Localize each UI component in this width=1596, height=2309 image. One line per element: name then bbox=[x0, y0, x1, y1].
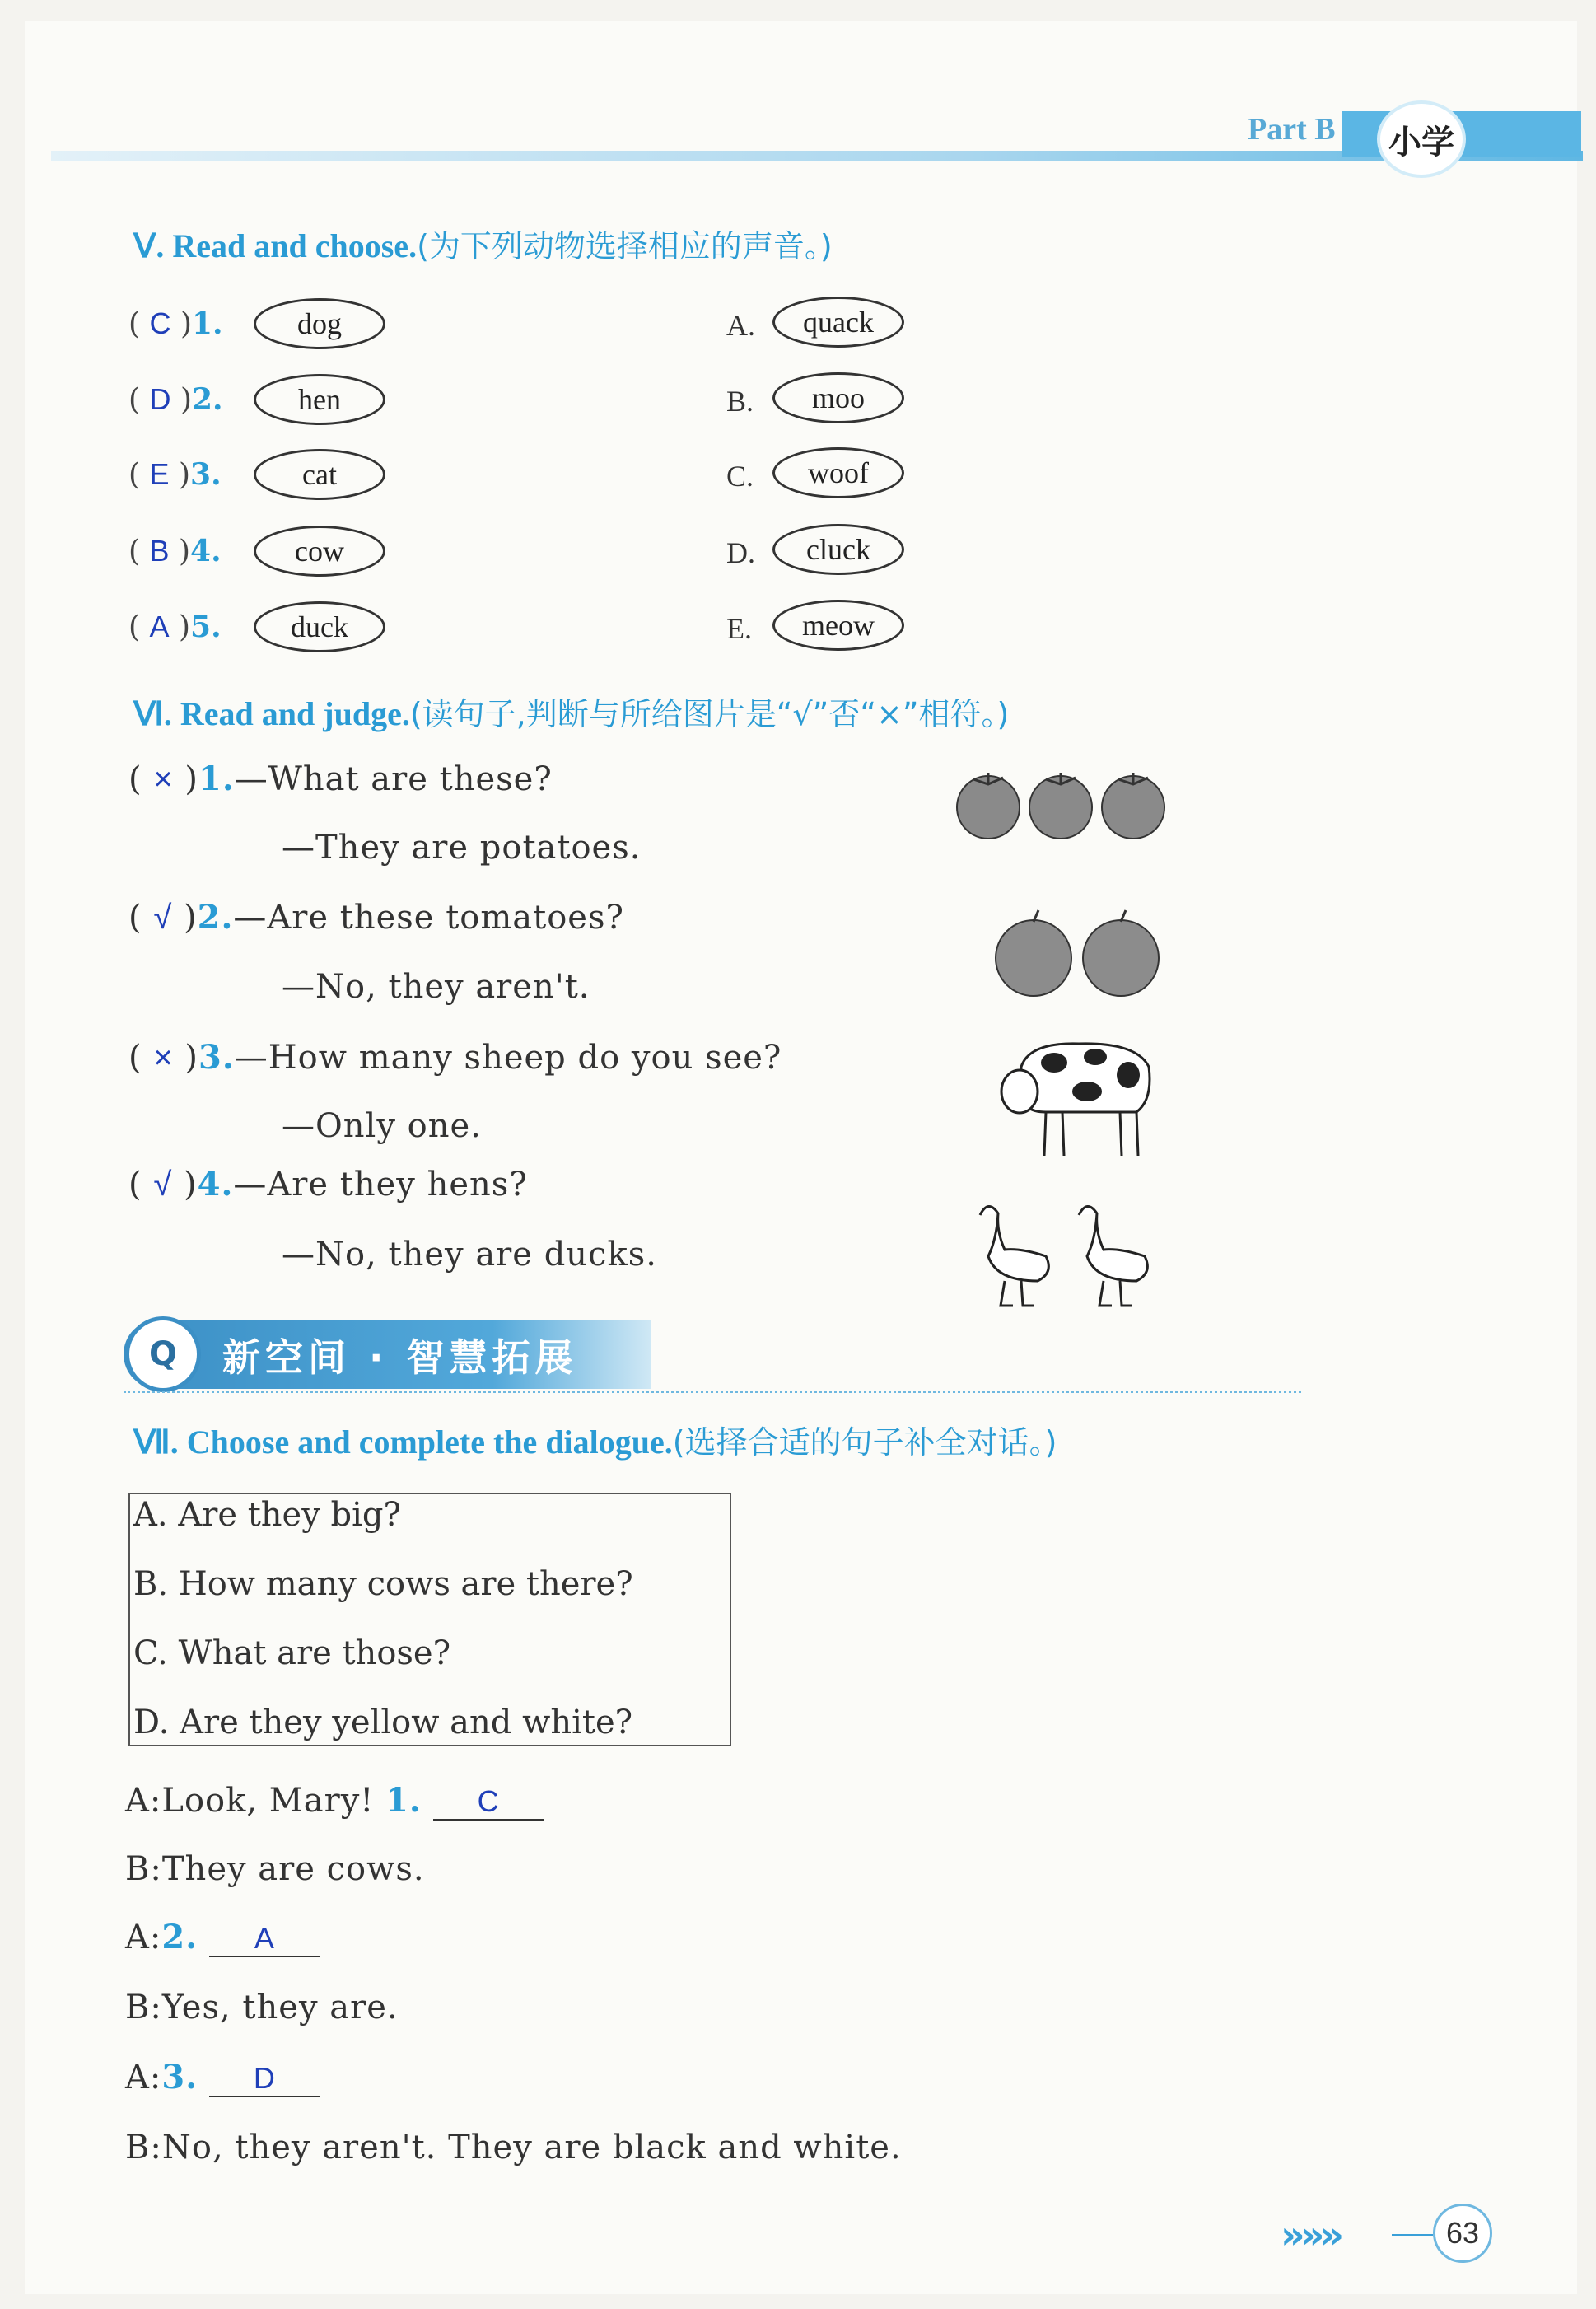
apples-icon bbox=[992, 910, 1165, 1001]
page-number: 63 bbox=[1433, 2204, 1492, 2263]
blank-2[interactable]: A bbox=[209, 1921, 320, 1957]
dotted-divider bbox=[124, 1391, 1301, 1393]
blank-3[interactable]: D bbox=[209, 2061, 320, 2097]
option-letter-e: E. bbox=[726, 612, 752, 645]
part-label: Part B bbox=[1248, 112, 1336, 147]
banner-title: 新空间 · 智慧拓展 bbox=[222, 1335, 578, 1380]
dialogue-line-3: A:2. A bbox=[125, 1918, 320, 1957]
answer-2: D bbox=[149, 382, 171, 416]
sound-oval-woof: woof bbox=[772, 447, 904, 498]
cow-icon bbox=[996, 1034, 1161, 1157]
s5-row-1: ( C )1. bbox=[128, 306, 223, 341]
s5-row-4: ( B )4. bbox=[128, 534, 222, 568]
option-letter-d: D. bbox=[726, 536, 755, 569]
option-letter-c: C. bbox=[726, 460, 754, 493]
s6-item-3-question: ( × )3.—How many sheep do you see? bbox=[128, 1038, 782, 1077]
option-b: B. How many cows are there? bbox=[133, 1565, 633, 1603]
tomatoes-icon bbox=[955, 766, 1169, 848]
sound-oval-quack: quack bbox=[772, 297, 904, 348]
option-a: A. Are they big? bbox=[133, 1496, 401, 1534]
ducks-icon bbox=[964, 1199, 1161, 1314]
word-oval-hen: hen bbox=[254, 374, 385, 425]
section-6-title: Ⅵ. Read and judge.(读句子,判断与所给图片是“√”否“×”相符。) bbox=[133, 695, 1010, 732]
section-5-title: Ⅴ. Read and choose.(为下列动物选择相应的声音。) bbox=[133, 227, 833, 264]
footer-rule bbox=[1392, 2234, 1433, 2236]
s5-row-5: ( A )5. bbox=[128, 610, 222, 644]
arrows-icon: »»» bbox=[1281, 2213, 1340, 2257]
answer-3: E bbox=[149, 457, 170, 491]
dialogue-line-4: B:Yes, they are. bbox=[125, 1989, 399, 2026]
option-d: D. Are they yellow and white? bbox=[133, 1704, 633, 1741]
answer-4: B bbox=[149, 534, 170, 568]
dialogue-line-5: A:3. D bbox=[125, 2058, 320, 2097]
s6-item-4-question: ( √ )4.—Are they hens? bbox=[128, 1165, 528, 1204]
s6-item-1-answer: —They are potatoes. bbox=[282, 829, 642, 867]
sound-oval-moo: moo bbox=[772, 372, 904, 423]
s6-item-4-answer: —No, they are ducks. bbox=[282, 1236, 657, 1274]
s6-item-2-answer: —No, they aren't. bbox=[282, 968, 590, 1006]
option-c: C. What are those? bbox=[133, 1634, 451, 1672]
section-7-title: Ⅶ. Choose and complete the dialogue.(选择合适的句子补全对话。) bbox=[133, 1423, 1057, 1461]
dialogue-line-2: B:They are cows. bbox=[125, 1850, 425, 1888]
dialogue-line-1: A:Look, Mary! 1. C bbox=[125, 1781, 544, 1821]
s6-item-2-question: ( √ )2.—Are these tomatoes? bbox=[128, 898, 624, 937]
sound-oval-meow: meow bbox=[772, 600, 904, 651]
blank-1[interactable]: C bbox=[433, 1784, 544, 1821]
dialogue-line-6: B:No, they aren't. They are black and white. bbox=[125, 2129, 902, 2166]
answer-1: C bbox=[149, 306, 171, 340]
logo: 小学 bbox=[1377, 100, 1466, 178]
word-oval-dog: dog bbox=[254, 298, 385, 349]
s5-row-2: ( D )2. bbox=[128, 382, 223, 417]
s6-item-1-question: ( × )1.—What are these? bbox=[128, 760, 553, 798]
s6-item-3-answer: —Only one. bbox=[282, 1107, 482, 1145]
word-oval-cow: cow bbox=[254, 526, 385, 577]
option-letter-b: B. bbox=[726, 385, 754, 418]
magnifier-icon: Q bbox=[125, 1316, 201, 1392]
option-letter-a: A. bbox=[726, 309, 755, 342]
sound-oval-cluck: cluck bbox=[772, 524, 904, 575]
s5-row-3: ( E )3. bbox=[128, 457, 222, 492]
answer-5: A bbox=[149, 610, 170, 643]
word-oval-cat: cat bbox=[254, 449, 385, 500]
word-oval-duck: duck bbox=[254, 601, 385, 652]
